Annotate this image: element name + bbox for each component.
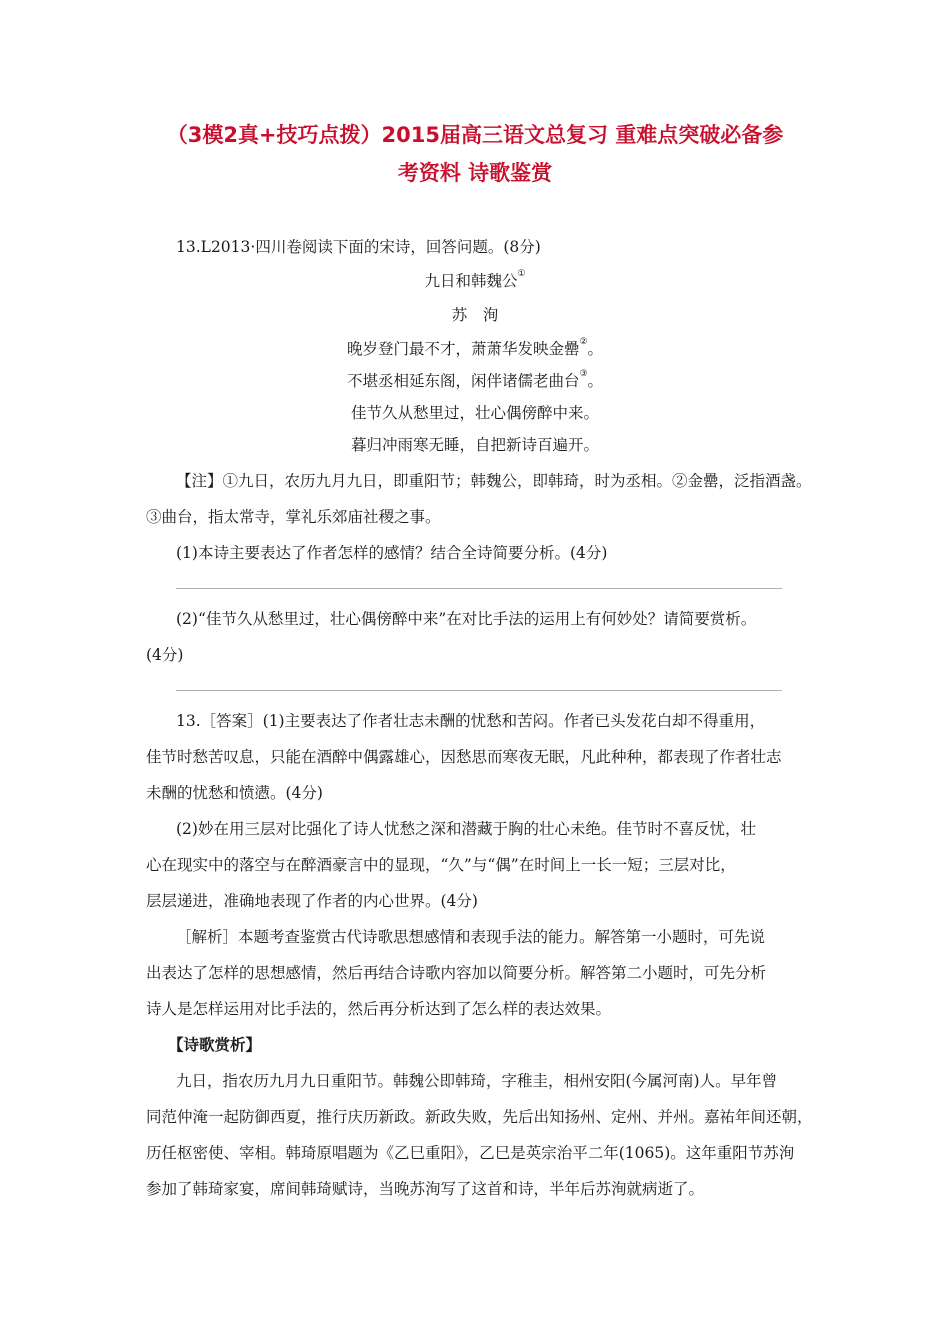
poem-line: 晚岁登门最不才，萧萧华发映金罍②。 — [346, 337, 604, 358]
appreciation-text: 九日，指农历九月九日重阳节。韩魏公即韩琦，字稚圭，相州安阳(今属河南)人。早年曾 — [176, 1072, 778, 1090]
footnote-marker: ③ — [579, 369, 588, 379]
appreciation-heading: 【诗歌赏析】 — [168, 1035, 262, 1054]
appreciation-text: 历任枢密使、宰相。韩琦原唱题为《乙巳重阳》，乙巳是英宗治平二年(1065)。这年重阳节苏洵 — [146, 1144, 795, 1162]
title-line-2: 考资料 诗歌鉴赏 — [397, 161, 553, 185]
question-2: (4分) — [146, 646, 184, 664]
appreciation-text: 同范仲淹一起防御西夏，推行庆历新政。新政失败，先后出知扬州、定州、并州。嘉祐年间还朝， — [146, 1108, 813, 1126]
question-2: (2)“佳节久从愁里过，壮心偶傍醉中来”在对比手法的运用上有何妙处？请简要赏析。 — [176, 610, 757, 628]
question-intro: 13.L2013·四川卷阅读下面的宋诗，回答问题。(8分) — [176, 238, 541, 256]
document-title — [120, 116, 830, 192]
poem-line: 佳节久从愁里过，壮心偶傍醉中来。 — [350, 404, 599, 422]
poem-notes: 【注】①九日，农历九月九日，即重阳节；韩魏公，即韩琦，时为丞相。②金罍，泛指酒盏。 — [176, 472, 812, 490]
answer-line — [176, 588, 782, 589]
poem-line: 不堪丞相延东阁，闲伴诸儒老曲台③。 — [346, 369, 604, 390]
answer-text: 13.［答案］(1)主要表达了作者壮志未酬的忧愁和苦闷。作者已头发花白却不得重用， — [176, 712, 766, 730]
answer-line — [176, 690, 782, 691]
title-line-1: （3模2真+技巧点拨）2015届高三语文总复习 重难点突破必备参 — [166, 123, 784, 147]
poem-title: 九日和韩魏公① — [424, 269, 526, 290]
footnote-marker: ② — [579, 337, 588, 347]
analysis-text: 诗人是怎样运用对比手法的，然后再分析达到了怎么样的表达效果。 — [146, 1000, 612, 1018]
analysis-text: ［解析］本题考查鉴赏古代诗歌思想感情和表现手法的能力。解答第一小题时，可先说 — [176, 928, 766, 946]
analysis-text: 出表达了怎样的思想感情，然后再结合诗歌内容加以简要分析。解答第二小题时，可先分析 — [146, 964, 767, 982]
answer-text: 佳节时愁苦叹息，只能在酒醉中偶露雄心，因愁思而寒夜无眠，凡此种种，都表现了作者壮志 — [146, 748, 782, 766]
answer-text: 未酬的忧愁和愤懑。(4分) — [146, 784, 323, 802]
poem-line: 暮归冲雨寒无睡，自把新诗百遍开。 — [350, 436, 599, 454]
poem-notes: ③曲台，指太常寺，掌礼乐郊庙社稷之事。 — [146, 508, 441, 526]
poem-author: 苏 洵 — [451, 306, 499, 324]
appreciation-text: 参加了韩琦家宴，席间韩琦赋诗，当晚苏洵写了这首和诗，半年后苏洵就病逝了。 — [146, 1180, 705, 1198]
question-1: (1)本诗主要表达了作者怎样的感情？结合全诗简要分析。(4分) — [176, 544, 608, 562]
answer-text: (2)妙在用三层对比强化了诗人忧愁之深和潜藏于胸的壮心未绝。佳节时不喜反忧，壮 — [176, 820, 756, 838]
answer-text: 层层递进，准确地表现了作者的内心世界。(4分) — [146, 892, 478, 910]
footnote-marker: ① — [517, 269, 526, 279]
answer-text: 心在现实中的落空与在醉酒豪言中的显现，“久”与“偶”在时间上一长一短；三层对比， — [146, 856, 736, 874]
